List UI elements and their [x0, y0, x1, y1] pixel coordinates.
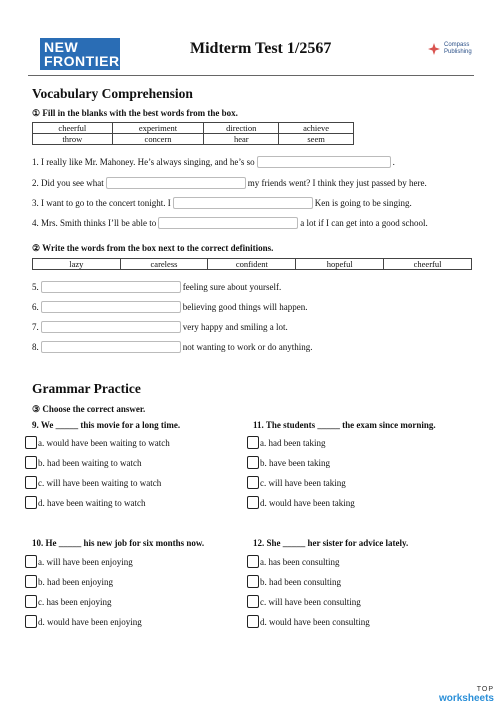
checkbox[interactable]: [25, 555, 37, 568]
logo-line-2: FRONTIERS: [44, 53, 130, 69]
checkbox[interactable]: [247, 555, 259, 568]
option-label: b. had been enjoying: [38, 576, 113, 587]
word-cell: experiment: [112, 123, 204, 134]
sentence-1: [32, 156, 395, 168]
checkbox[interactable]: [247, 456, 259, 469]
word-box-2: [32, 258, 472, 270]
option-label: c. will have been taking: [260, 477, 346, 488]
option-label: c. will have been consulting: [260, 596, 361, 607]
option-9d[interactable]: [25, 496, 145, 509]
word-cell: direction: [204, 123, 279, 134]
option-9c[interactable]: [25, 476, 161, 489]
checkbox[interactable]: [25, 595, 37, 608]
option-12c[interactable]: [247, 595, 361, 608]
checkbox[interactable]: [247, 595, 259, 608]
option-label: d. would have been consulting: [260, 616, 370, 627]
definition-6-number: 6.: [32, 302, 39, 312]
sentence-2-text: 2. Did you see what: [32, 178, 104, 188]
sentence-2-end: my friends went? I think they just passed by here.: [247, 178, 427, 188]
topworksheets-logo: [439, 686, 494, 704]
option-12b[interactable]: [247, 575, 341, 588]
sentence-4-end: a lot if I can get into a good school.: [300, 218, 428, 228]
question-12: 12. She _____ her sister for advice lately.: [253, 538, 409, 548]
option-12d[interactable]: [247, 615, 370, 628]
checkbox[interactable]: [247, 496, 259, 509]
word-cell: careless: [120, 259, 208, 270]
word-cell: confident: [208, 259, 296, 270]
checkbox[interactable]: [25, 456, 37, 469]
option-label: a. would have been waiting to watch: [38, 437, 170, 448]
checkbox[interactable]: [247, 476, 259, 489]
checkbox[interactable]: [25, 615, 37, 628]
sentence-1-text: 1. I really like Mr. Mahoney. He’s always singing, and he’s so: [32, 157, 255, 167]
publisher-line-1: Compass: [444, 42, 470, 48]
definition-8: [32, 341, 313, 353]
option-11b[interactable]: [247, 456, 330, 469]
publisher-line-2: Publishing: [444, 49, 472, 55]
sentence-3-end: Ken is going to be singing.: [314, 198, 412, 208]
grammar-heading: Grammar Practice: [32, 381, 141, 396]
option-10d[interactable]: [25, 615, 142, 628]
sentence-3-text: 3. I want to go to the concert tonight. I: [32, 198, 171, 208]
grammar-instruction: ③ Choose the correct answer.: [32, 404, 146, 414]
footer-top-text: TOP: [476, 686, 494, 693]
sentence-3: [32, 197, 412, 209]
definition-5: [32, 281, 281, 293]
option-10c[interactable]: [25, 595, 111, 608]
blank-1-input[interactable]: [257, 156, 391, 168]
word-cell: achieve: [279, 123, 354, 134]
definition-5-number: 5.: [32, 282, 39, 292]
compass-publishing-logo: [428, 42, 472, 56]
definition-7-number: 7.: [32, 322, 39, 332]
logo-line-1: NEW: [44, 39, 79, 55]
page-title: Midterm Test 1/2567: [190, 40, 332, 57]
checkbox[interactable]: [25, 436, 37, 449]
word-box-1: [32, 122, 354, 145]
option-10b[interactable]: [25, 575, 113, 588]
blank-4-input[interactable]: [158, 217, 298, 229]
option-label: a. had been taking: [260, 437, 326, 448]
definition-7-text: very happy and smiling a lot.: [182, 322, 288, 332]
word-cell: throw: [33, 134, 113, 145]
word-cell: hear: [204, 134, 279, 145]
part2-instruction: ② Write the words from the box next to the correct definitions.: [32, 243, 274, 253]
vocab-heading: Vocabulary Comprehension: [32, 86, 193, 101]
option-11d[interactable]: [247, 496, 355, 509]
question-9: 9. We _____ this movie for a long time.: [32, 420, 181, 430]
word-cell: cheerful: [384, 259, 472, 270]
sentence-4-text: 4. Mrs. Smith thinks I’ll be able to: [32, 218, 157, 228]
blank-2-input[interactable]: [106, 177, 246, 189]
question-11: 11. The students _____ the exam since morning.: [253, 420, 436, 430]
word-cell: seem: [279, 134, 354, 145]
checkbox[interactable]: [25, 496, 37, 509]
option-10a[interactable]: [25, 555, 133, 568]
definition-8-text: not wanting to work or do anything.: [182, 342, 313, 352]
option-label: b. had been consulting: [260, 576, 341, 587]
checkbox[interactable]: [247, 575, 259, 588]
checkbox[interactable]: [25, 476, 37, 489]
blank-6-input[interactable]: [41, 301, 181, 313]
sentence-4: [32, 217, 428, 229]
option-label: a. has been consulting: [260, 556, 340, 567]
word-cell: lazy: [33, 259, 121, 270]
option-9a[interactable]: [25, 436, 170, 449]
option-label: a. will have been enjoying: [38, 556, 133, 567]
word-cell: concern: [112, 134, 204, 145]
sentence-1-end: .: [392, 157, 395, 167]
option-label: c. has been enjoying: [38, 596, 112, 607]
option-label: d. have been waiting to watch: [38, 497, 146, 508]
blank-3-input[interactable]: [173, 197, 313, 209]
checkbox[interactable]: [247, 615, 259, 628]
option-9b[interactable]: [25, 456, 141, 469]
option-label: b. had been waiting to watch: [38, 457, 142, 468]
definition-8-number: 8.: [32, 342, 39, 352]
definition-5-text: feeling sure about yourself.: [182, 282, 282, 292]
definition-7: [32, 321, 288, 333]
word-cell: hopeful: [296, 259, 384, 270]
option-label: d. would have been taking: [260, 497, 355, 508]
option-label: d. would have been enjoying: [38, 616, 142, 627]
blank-7-input[interactable]: [41, 321, 181, 333]
new-frontiers-logo: [40, 38, 130, 70]
option-12a[interactable]: [247, 555, 339, 568]
option-11c[interactable]: [247, 476, 346, 489]
compass-icon: [428, 43, 440, 55]
option-label: b. have been taking: [260, 457, 330, 468]
sentence-2: [32, 177, 427, 189]
blank-5-input[interactable]: [41, 281, 181, 293]
part1-instruction: ① Fill in the blanks with the best words from the box.: [32, 108, 238, 118]
word-cell: cheerful: [33, 123, 113, 134]
definition-6-text: believing good things will happen.: [182, 302, 308, 312]
question-10: 10. He _____ his new job for six months now.: [32, 538, 205, 548]
checkbox[interactable]: [25, 575, 37, 588]
definition-6: [32, 301, 307, 313]
option-label: c. will have been waiting to watch: [38, 477, 162, 488]
header-divider: [28, 75, 474, 76]
footer-brand-text: worksheets: [438, 693, 494, 704]
option-11a[interactable]: [247, 436, 325, 449]
checkbox[interactable]: [247, 436, 259, 449]
blank-8-input[interactable]: [41, 341, 181, 353]
